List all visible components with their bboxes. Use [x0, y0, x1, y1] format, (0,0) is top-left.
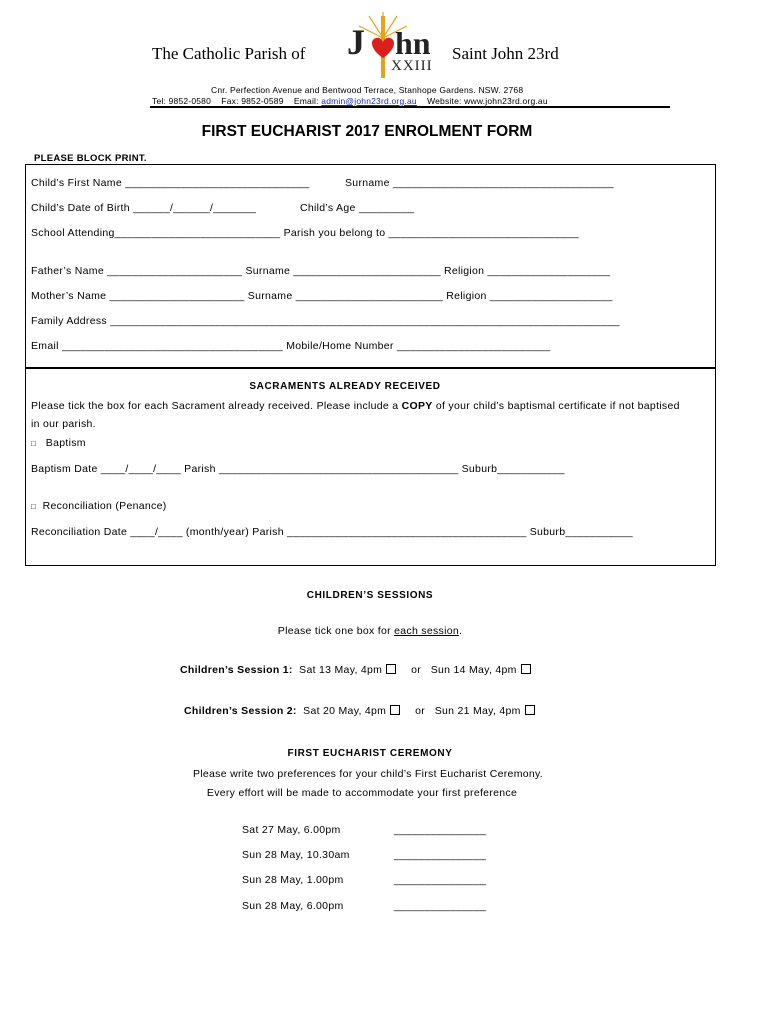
session1-opt2-label: Sun 14 May, 4pm: [430, 664, 517, 676]
baptism-label: Baptism: [45, 437, 86, 449]
session1-opt2-checkbox[interactable]: [521, 664, 531, 674]
ceremony-option-label: Sun 28 May, 10.30am: [242, 849, 350, 861]
reconciliation-label: Reconciliation (Penance): [42, 500, 167, 512]
session2-label: Children’s Session 2:: [184, 705, 297, 717]
session2-opt1-checkbox[interactable]: [390, 705, 400, 715]
svg-text:XXIII: XXIII: [391, 58, 433, 74]
sacraments-instruction: Please tick the box for each Sacrament already received. Please include a COPY of your child’s baptismal certificate if not baptised: [31, 400, 680, 412]
father-details-field[interactable]: Father’s Name ______________________ Surname ________________________ Religion ____________________: [31, 265, 611, 277]
parish-address: Cnr. Perfection Avenue and Bentwood Terrace, Stanhope Gardens. NSW. 2768: [211, 85, 524, 95]
svg-text:J: J: [347, 22, 365, 62]
sessions-instruction: Please tick one box for each session.: [277, 625, 463, 637]
reconciliation-option[interactable]: [31, 500, 167, 512]
session2-opt1-label: Sat 20 May, 4pm: [303, 705, 387, 717]
ceremony-preference-blank[interactable]: _______________: [394, 900, 487, 912]
tel-text: Tel: 9852-0580: [152, 96, 212, 106]
sacraments-heading: SACRAMENTS ALREADY RECEIVED: [249, 381, 441, 392]
ceremony-preference-blank[interactable]: _______________: [394, 849, 487, 861]
header-divider: [150, 106, 670, 108]
ceremony-preference-blank[interactable]: _______________: [394, 874, 487, 886]
svg-text:hn: hn: [395, 25, 431, 61]
school-parish-field[interactable]: School Attending___________________________ Parish you belong to _______________________________: [31, 227, 579, 239]
child-first-name-field[interactable]: Child’s First Name ______________________________: [31, 177, 310, 189]
ceremony-option-label: Sun 28 May, 1.00pm: [242, 874, 344, 886]
sacraments-instruction-cont: in our parish.: [31, 418, 96, 430]
sessions-heading: CHILDREN’S SESSIONS: [306, 590, 434, 601]
email-mobile-field[interactable]: Email ____________________________________ Mobile/Home Number _________________________: [31, 340, 551, 352]
email-label: Email:: [293, 96, 319, 106]
logo-graphic: [345, 12, 451, 82]
ceremony-instruction-1: Please write two preferences for your child’s First Eucharist Ceremony.: [192, 768, 544, 780]
email-link[interactable]: admin@john23rd.org.au: [321, 96, 417, 106]
family-address-field[interactable]: Family Address ___________________________________________________________________________________: [31, 315, 620, 327]
reconciliation-checkbox[interactable]: □: [31, 502, 37, 511]
ceremony-heading: FIRST EUCHARIST CEREMONY: [287, 748, 453, 759]
block-print-instruction: PLEASE BLOCK PRINT.: [34, 153, 147, 164]
date-of-birth-field[interactable]: Child’s Date of Birth ______/______/_______: [31, 202, 257, 214]
reconciliation-details-field[interactable]: Reconciliation Date ____/____ (month/year) Parish _______________________________________ Suburb___________: [31, 526, 633, 538]
baptism-option[interactable]: [31, 437, 86, 449]
session2-row: [184, 705, 537, 717]
child-surname-field[interactable]: Surname ____________________________________: [345, 177, 614, 189]
form-title: FIRST EUCHARIST 2017 ENROLMENT FORM: [201, 123, 533, 140]
ceremony-instruction-2: Every effort will be made to accommodate your first preference: [206, 787, 518, 799]
mother-details-field[interactable]: Mother’s Name ______________________ Surname ________________________ Religion ____________________: [31, 290, 613, 302]
session1-or: or: [411, 664, 422, 676]
session2-opt2-checkbox[interactable]: [525, 705, 535, 715]
parish-name-text: Saint John 23rd: [452, 44, 559, 63]
ceremony-option-label: Sun 28 May, 6.00pm: [242, 900, 344, 912]
website-text: Website: www.john23rd.org.au: [427, 96, 548, 106]
fax-text: Fax: 9852-0589: [221, 96, 284, 106]
ceremony-option-label: Sat 27 May, 6.00pm: [242, 824, 341, 836]
parish-prefix-text: The Catholic Parish of: [152, 44, 306, 63]
parish-contacts: [152, 96, 548, 106]
session2-or: or: [415, 705, 426, 717]
baptism-details-field[interactable]: Baptism Date ____/____/____ Parish _______________________________________ Suburb___________: [31, 463, 565, 475]
baptism-checkbox[interactable]: □: [31, 439, 37, 448]
session1-row: [180, 664, 533, 676]
ceremony-preference-blank[interactable]: _______________: [394, 824, 487, 836]
child-age-field[interactable]: Child’s Age _________: [300, 202, 415, 214]
session1-opt1-checkbox[interactable]: [386, 664, 396, 674]
john-xxiii-logo: [345, 12, 451, 82]
session1-opt1-label: Sat 13 May, 4pm: [299, 664, 383, 676]
session1-label: Children’s Session 1:: [180, 664, 293, 676]
session2-opt2-label: Sun 21 May, 4pm: [434, 705, 521, 717]
